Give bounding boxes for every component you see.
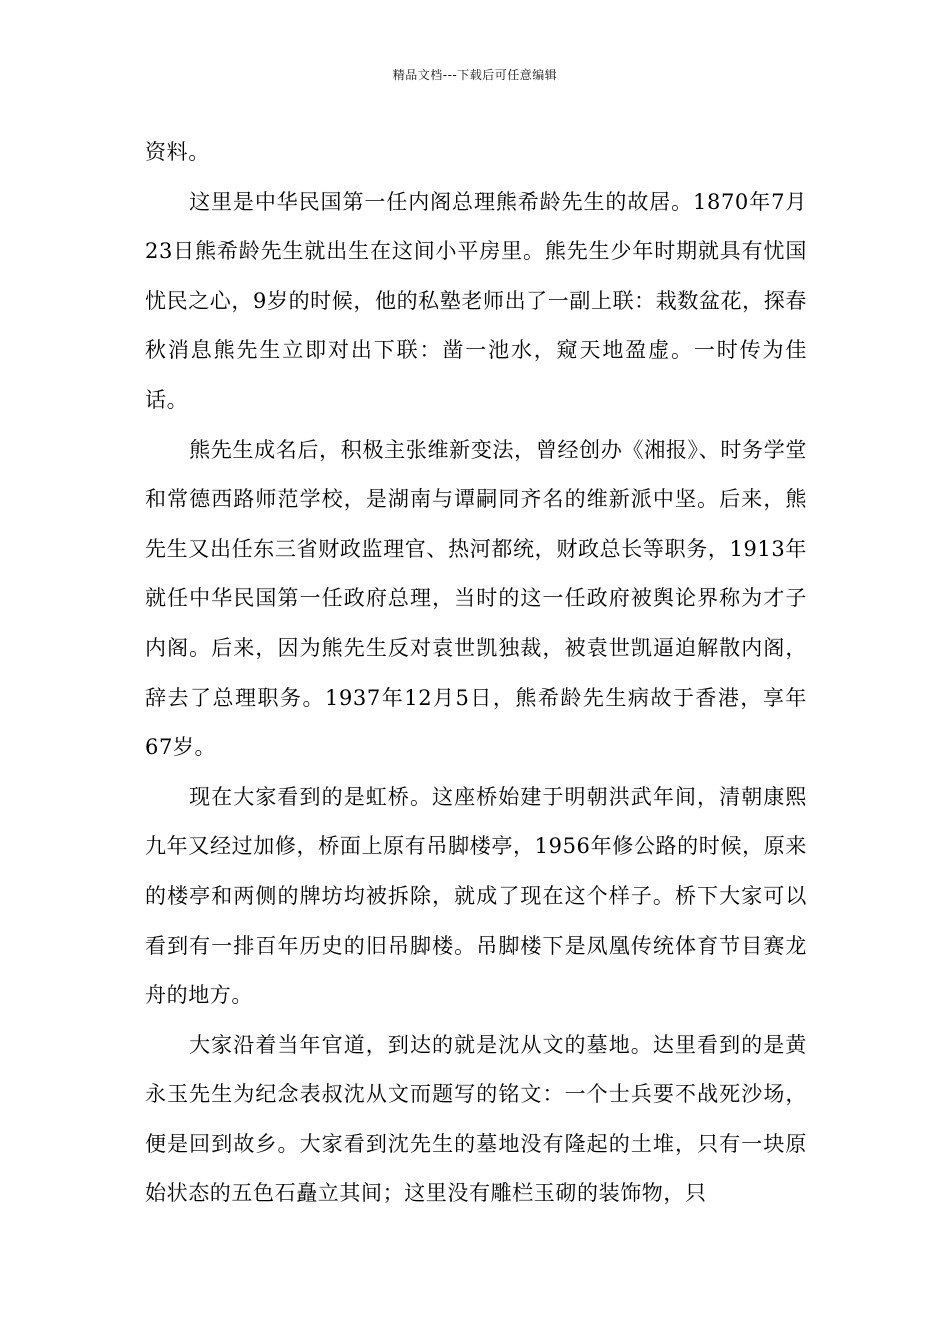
paragraph-shen-congwen-tomb: 大家沿着当年官道，到达的就是沈从文的墓地。达里看到的是黄永玉先生为纪念表叔沈从文而题写的铭文：一个士兵要不战死沙场，便是回到故乡。大家看到沈先生的墓地没有隆起的土堆，只有一块原始状态的五色石矗立其间；这里没有雕栏玉砌的装饰物，只 bbox=[145, 1032, 807, 1206]
page-header: 精品文档---下载后可任意编辑 bbox=[392, 68, 558, 82]
paragraph-xiong-xiling-residence: 这里是中华民国第一任内阁总理熊希龄先生的故居。1870年7月23日熊希龄先生就出生在这间小平房里。熊先生少年时期就具有忧国忧民之心，9岁的时候，他的私塾老师出了一副上联：栽数盆花，探春秋消息熊先生立即对出下联：凿一池水，窥天地盈虚。一时传为佳话。 bbox=[145, 189, 807, 412]
paragraph-hongqiao-bridge: 现在大家看到的是虹桥。这座桥始建于明朝洪武年间，清朝康熙九年又经过加修，桥面上原有吊脚楼亭，1956年修公路的时候，原来的楼亭和两侧的牌坊均被拆除，就成了现在这个样子。桥下大家可以看到有一排百年历史的旧吊脚楼。吊脚楼下是凤凰传统体育节目赛龙舟的地方。 bbox=[145, 784, 807, 1008]
document-body bbox=[145, 128, 807, 1219]
paragraph-continuation: 资料。 bbox=[145, 140, 210, 164]
paragraph-xiong-xiling-career: 熊先生成名后，积极主张维新变法，曾经创办《湘报》、时务学堂和常德西路师范学校，是湖南与谭嗣同齐名的维新派中坚。后来，熊先生又出任东三省财政监理官、热河都统，财政总长等职务，1913年就任中华民国第一任政府总理，当时的这一任政府被舆论界称为才子内阁。后来，因为熊先生反对袁世凯独裁，被袁世凯逼迫解散内阁，辞去了总理职务。1937年12月5日，熊希龄先生病故于香港，享年67岁。 bbox=[145, 437, 807, 760]
